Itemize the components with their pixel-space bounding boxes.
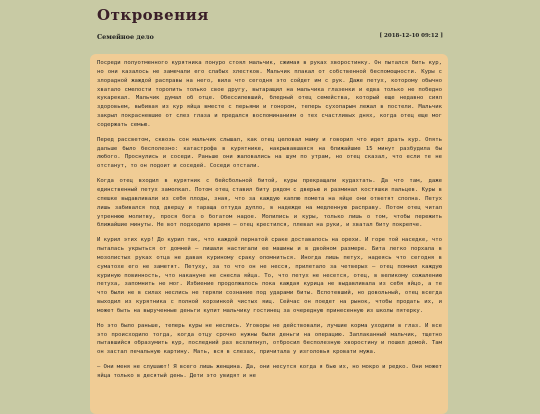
- post-title[interactable]: Семейное дело: [97, 33, 154, 41]
- post-paragraph: Но это было раньше, теперь куры не неслись. Уговоры не действовали, лучшие корма уходили в глаз. И все это происходило тогда, когда отцу срочно нужны были деньги на операцию. Заплаканный мальчик, тщетно пытавшийся образумить кур, последний раз всхлипнул, отбросил бесполезную хворостину и пошел домой. Там он застал печальную картину. Мать, вся в слезах, причитала у изголовья кровати мужа.: [97, 322, 442, 356]
- post-paragraph: — Они меня не слушают! Я всего лишь женщина. Да, они несутся когда я бью их, но мокро и редко. Они может яйца только в десятый день. Дети это увидят и не: [97, 364, 442, 379]
- post-body: [90, 54, 448, 414]
- post-paragraph: Перед рассветом, сквозь сон мальчик слышал, как отец целовал маму и говорил что идет драть кур. Опять дальше было бесполезно: катастрофа в курятнике, накрывавшаяся на ближайшие 15 минут разбудила бы любого. Проснулись и соседи. Раньше они жаловались на шум по утрам, но отец сказал, что если те не отстанут, то он подоит и соседей. Соседи отстали.: [97, 136, 442, 170]
- post-paragraph: Посреди полуотменного курятника понуро стоял мальчик, сжимая в руках хворостинку. Он пытался бить кур, но они казалось не замечали его слабых хлестков. Мальчик плакал от собственной беспомощности. Куры с злорадной жаждой расправы на него, вила что сегодня это сойдет им с рук. Даже петух, которому обычно хватало смелости торопить только свое другу, вытаращил на мальчика глазенки и едва только не победно кукарекал. Мальчик думал об отце. Обессилевший, бледный отец семейства, который еще недавно сиял здоровьем, выбивая из кур яйца вместе с перьями и гонором, теперь сухопарым лежал в постели. Мальчик закрыл покрасневшие от слез глаза и предался воспоминаниям о тех счастливых днях, когда отец еще мог содержать семью.: [97, 60, 442, 128]
- site-title[interactable]: Откровения: [97, 6, 209, 24]
- site-header: [0, 0, 540, 28]
- post-paragraph: Когда отец входил в курятник с бейсбольной битой, куры прекращали кудахтать. Да что там, даже единственный петух замолкал. Потом отец ставил биту рядом с дверью и разминал костяшки пальцев. Куры в спешке выдавливали из себя плоды, зная, что за каждую каплю помета на яйце они ответят сполна. Петух лишь забивался под дверцу и тараща оттуда дупло, в надежде на медленную расправу. Потом отец читал утреннюю молитву, прося бога о богатом надое. Молились и куры, только лишь о том, чтобы пережить ближайшие минуты. Не вот подходило время — отец крестился, плевал на руки, и хватал биту покрепче.: [97, 178, 442, 229]
- post-date: [ 2018-12-10 09:12 ]: [379, 33, 443, 39]
- post-header: [97, 33, 443, 47]
- post-paragraph: И курил этих кур! До курил так, что каждой пернатой сраке доставалось на орехи. И горе той наседке, что пыталась укрыться от домней — лишали настигали ее машины и в двойном размере. Бита легко порхала в мозолистых руках отца не давая куриному сраку опомниться. Иногда лишь петух, надеясь что сегодня в суматохе его не заметят. Петуху, за то что он не несся, прилетало за четверых — отец помнил каждую куриную повинность, что накануне не снесла яйца. То, что петух не несется, отец, в великому сожалению петуха, запомнить не мог. Избиение продолжалось пока каждая курица не выдавливала из себя яйцо, а те что были не в силах неслись не теряли сознание под ударами биты. Вспотевший, но довольный, отец всегда выходил из курятника с полной корзинкой чистых яиц. Сейчас он поедет на рынок, чтобы продать их, и может быть на вырученные деньги купит мальчику гостинец за очередную принесенную из школы пятерку.: [97, 237, 442, 314]
